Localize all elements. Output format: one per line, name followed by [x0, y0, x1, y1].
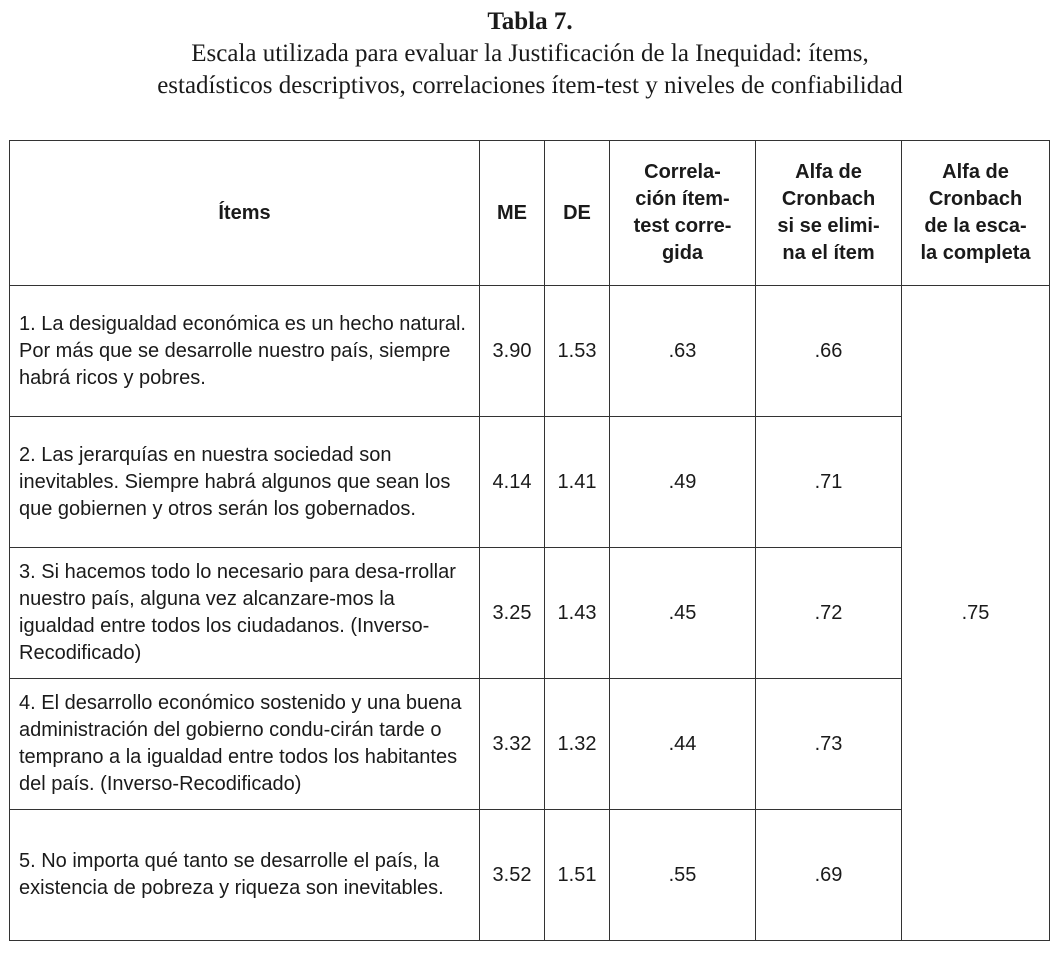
header-alpha-if-deleted: Alfa de Cronbach si se elimi- na el ítem	[756, 141, 902, 286]
table-caption	[0, 6, 1060, 102]
table-row	[10, 810, 1050, 941]
header-row	[10, 141, 1050, 286]
reliability-table	[9, 140, 1050, 941]
item-alpha-if-deleted: .66	[756, 286, 902, 417]
item-text: 5. No importa qué tanto se desarrolle el país, la existencia de pobreza y riqueza son inevitables.	[10, 810, 480, 941]
item-text: 3. Si hacemos todo lo necesario para desa-rrollar nuestro país, alguna vez alcanzare-mos la igualdad entre todos los ciudadanos. (Inverso- Recodificado)	[10, 548, 480, 679]
item-sd: 1.51	[545, 810, 610, 941]
header-alpha-full: Alfa de Cronbach de la esca- la completa	[902, 141, 1050, 286]
alpha-full-scale: .75	[902, 286, 1050, 941]
item-mean: 3.52	[480, 810, 545, 941]
item-mean: 3.25	[480, 548, 545, 679]
table-title-line-1: Escala utilizada para evaluar la Justificación de la Inequidad: ítems,	[191, 40, 869, 67]
table-row	[10, 548, 1050, 679]
item-text: 1. La desigualdad económica es un hecho natural. Por más que se desarrolle nuestro país, siempre habrá ricos y pobres.	[10, 286, 480, 417]
item-mean: 3.32	[480, 679, 545, 810]
table-row	[10, 286, 1050, 417]
item-correlation: .44	[610, 679, 756, 810]
header-items: Ítems	[10, 141, 480, 286]
table-row	[10, 679, 1050, 810]
item-correlation: .45	[610, 548, 756, 679]
item-sd: 1.32	[545, 679, 610, 810]
item-alpha-if-deleted: .71	[756, 417, 902, 548]
item-alpha-if-deleted: .73	[756, 679, 902, 810]
item-alpha-if-deleted: .72	[756, 548, 902, 679]
item-correlation: .55	[610, 810, 756, 941]
item-sd: 1.43	[545, 548, 610, 679]
item-text: 4. El desarrollo económico sostenido y una buena administración del gobierno condu-cirán tarde o temprano a la igualdad entre todos los habitantes del país. (Inverso-Recodificado)	[10, 679, 480, 810]
item-mean: 4.14	[480, 417, 545, 548]
item-mean: 3.90	[480, 286, 545, 417]
table-number: Tabla 7.	[487, 8, 573, 35]
item-text: 2. Las jerarquías en nuestra sociedad son inevitables. Siempre habrá algunos que sean los que gobiernen y otros serán los gobernados.	[10, 417, 480, 548]
item-alpha-if-deleted: .69	[756, 810, 902, 941]
item-sd: 1.41	[545, 417, 610, 548]
table-row	[10, 417, 1050, 548]
item-sd: 1.53	[545, 286, 610, 417]
item-correlation: .63	[610, 286, 756, 417]
item-correlation: .49	[610, 417, 756, 548]
header-de: DE	[545, 141, 610, 286]
header-me: ME	[480, 141, 545, 286]
table-title-line-2: estadísticos descriptivos, correlaciones ítem-test y niveles de confiabilidad	[157, 72, 903, 99]
header-correlation: Correla- ción ítem- test corre- gida	[610, 141, 756, 286]
